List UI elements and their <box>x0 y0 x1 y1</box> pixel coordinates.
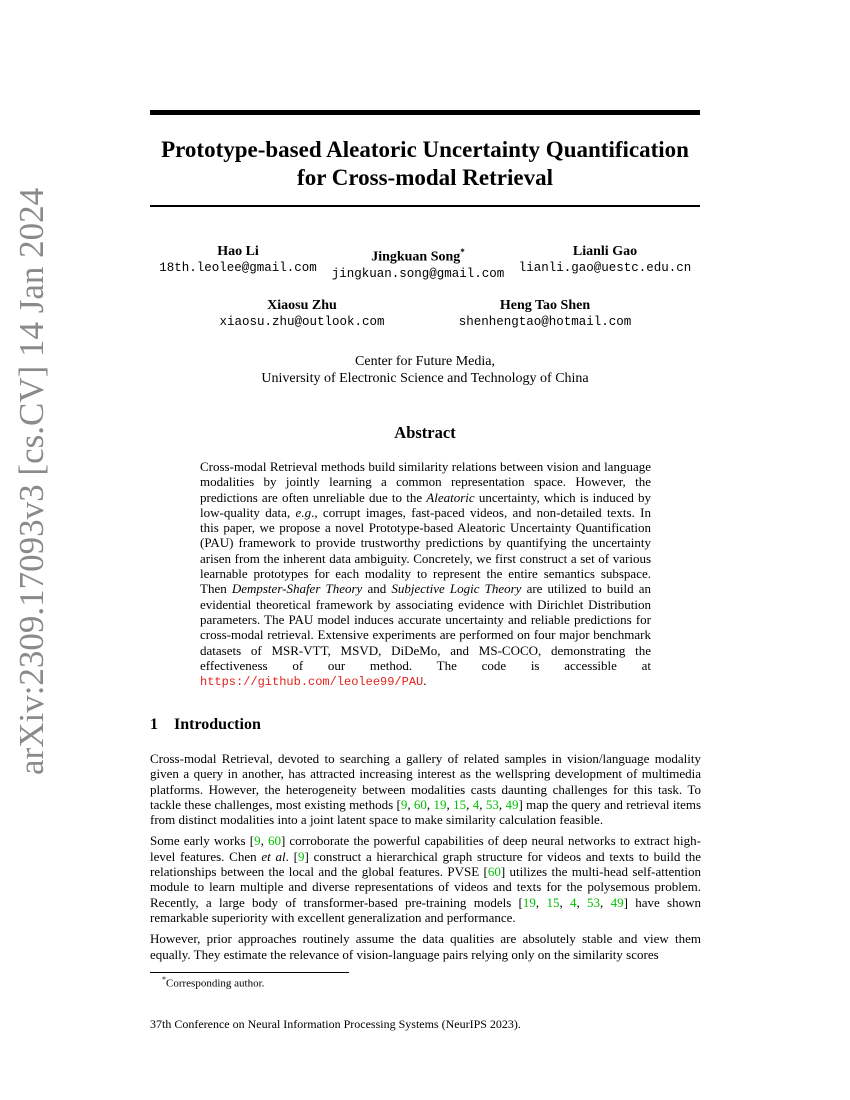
body-text: Some early works [ <box>150 833 255 849</box>
abstract-text: are utilized to build an evidential theoretical framework by associating evidence with Dirichlet Distribution parameters. The PAU model induces accurate uncertainty and reliable predictions for cross-modal retrieval. Extensive experiments are performed on four major benchmark datasets of MSR-VTT, MSVD, DiDeMo, and MS-COCO, demonstrating the effectiveness of our method. The code is accessible at <box>200 581 651 673</box>
affiliation-line-1: Center for Future Media, <box>355 354 495 369</box>
paper-title <box>150 136 700 192</box>
citation-link[interactable]: 19 <box>433 796 447 812</box>
body-text: ] utilizes the multi-head self-attention module to learn multiple and diverse representations of videos and texts for the polysemous problem. Recently, a large body of transformer-based pre-training models [ <box>150 864 701 910</box>
author-block <box>212 298 392 330</box>
affiliation <box>150 353 700 387</box>
author-name: Heng Tao Shen <box>499 298 591 313</box>
citation-link[interactable]: 4 <box>569 894 577 910</box>
abstract-text: ., corrupt images, fast-paced videos, and non-detailed texts. In this paper, we propose a novel Prototype-based Aleatoric Uncertainty Quantification (PAU) framework to provide trustworthy predictions by quantifying the uncertainty arisen from the inherent data ambiguity. Concretely, we first construct a set of various learnable prototypes for each modality to represent the entire semantics subspace. Then <box>200 504 651 597</box>
abstract-emphasis: Subjective Logic Theory <box>391 581 522 597</box>
code-link[interactable]: https://github.com/leolee99/PAU <box>200 675 424 690</box>
author-email: 18th.leolee@gmail.com <box>159 261 317 275</box>
citation-link[interactable]: 49 <box>505 796 519 812</box>
author-name: Xiaosu Zhu <box>267 298 337 313</box>
section-number: 1 <box>150 716 158 733</box>
author-email: jingkuan.song@gmail.com <box>331 266 505 281</box>
abstract-text: uncertainty, which is induced by low-quality data, <box>200 489 651 520</box>
author-name: Hao Li <box>217 244 259 259</box>
abstract-heading: Abstract <box>394 423 456 442</box>
author-email: xiaosu.zhu@outlook.com <box>219 315 385 329</box>
footnote-rule <box>150 972 349 973</box>
body-text: . [ <box>285 848 298 864</box>
body-emphasis: et al <box>261 848 286 864</box>
introduction-body <box>150 751 701 968</box>
paragraph: Some early works [9, 60] corroborate the powerful capabilities of deep neural networks to extract high-level features. Chen et al. [9] construct a hierarchical graph structure for videos and texts to build the relationships between the local and the global features. PVSE [60] utilizes the multi-head self-attention module to learn multiple and diverse representations of videos and texts for the polysemous problem. Recently, a large body of transformer-based pre-training models [19, 15, 4, 53, 49] have shown remarkable superiority with excellent generalization and performance. <box>150 833 701 925</box>
citation-link[interactable]: 53 <box>587 894 601 910</box>
abstract-body <box>200 459 651 690</box>
author-email: shenhengtao@hotmail.com <box>458 315 632 329</box>
body-text: Cross-modal Retrieval, devoted to searching a gallery of related samples in vision/language modality given a query in another, has attracted increasing interest as the wellspring development of multimedia platforms. However, the heterogeneity between modalities casts daunting challenges for this task. To tackle these challenges, most existing methods [ <box>150 751 701 812</box>
body-text: ] corroborate the powerful capabilities of deep neural networks to extract high-level features. Chen <box>150 833 701 864</box>
citation-link[interactable]: 60 <box>267 833 281 849</box>
body-text: ] map the query and retrieval items from distinct modalities into a joint latent space to make similarity calculation feasible. <box>150 796 702 828</box>
title-rule-top <box>150 110 700 115</box>
citation-link[interactable]: 9 <box>254 833 261 849</box>
body-text: ] have shown remarkable superiority with excellent generalization and performance. <box>150 894 701 925</box>
author-name: Lianli Gao <box>572 244 638 259</box>
abstract-emphasis: Aleatoric <box>426 489 475 505</box>
footnote-mark: * <box>162 975 166 984</box>
citation-link[interactable]: 19 <box>522 894 536 910</box>
citation-link[interactable]: 15 <box>453 796 467 812</box>
abstract-emphasis: Dempster-Shafer Theory <box>231 581 363 597</box>
section-title: Introduction <box>174 716 261 733</box>
author-block <box>158 244 318 276</box>
author-name-text: Jingkuan Song <box>371 249 461 265</box>
paragraph: Cross-modal Retrieval, devoted to searching a gallery of related samples in vision/language modality given a query in another, has attracted increasing interest as the wellspring development of multimedia platforms. However, the heterogeneity between modalities casts daunting challenges for this task. To tackle these challenges, most existing methods [9, 60, 19, 15, 4, 53, 49] map the query and retrieval items from distinct modalities into a joint latent space to make similarity calculation feasible. <box>150 751 702 828</box>
body-text: ] construct a hierarchical graph structure for videos and texts to build the relationships between the local and the global features. PVSE [ <box>150 848 701 880</box>
title-line-2: for Cross-modal Retrieval <box>297 165 553 190</box>
citation-link[interactable]: 9 <box>298 848 305 864</box>
author-block <box>450 298 640 330</box>
author-block <box>515 244 695 276</box>
abstract-text: Cross-modal Retrieval methods build similarity relations between vision and language modalities by jointly learning a common representation space. However, the predictions are often unreliable due to the <box>200 459 651 505</box>
citation-link[interactable]: 4 <box>472 796 480 812</box>
citation-link[interactable]: 60 <box>413 796 427 812</box>
title-rule-bottom <box>150 205 700 207</box>
citation-link[interactable]: 49 <box>610 894 624 910</box>
corresponding-mark: * <box>460 247 465 257</box>
citation-link[interactable]: 9 <box>400 796 408 812</box>
abstract-text: . <box>423 673 427 689</box>
footnote-text: Corresponding author. <box>166 977 265 990</box>
abstract-text: and <box>362 581 392 597</box>
paragraph: However, prior approaches routinely assume the data qualities are absolutely stable and view them equally. They estimate the relevance of vision-language pairs relying only on the similarity scores <box>150 931 701 962</box>
author-block <box>328 244 508 282</box>
section-heading <box>150 716 261 734</box>
author-email: lianli.gao@uestc.edu.cn <box>518 261 692 275</box>
citation-link[interactable]: 60 <box>487 864 501 880</box>
title-line-1: Prototype-based Aleatoric Uncertainty Quantification <box>161 137 689 162</box>
conference-note: 37th Conference on Neural Information Processing Systems (NeurIPS 2023). <box>150 1017 521 1031</box>
citation-link[interactable]: 15 <box>546 894 560 910</box>
abstract-emphasis: e.g <box>295 504 312 520</box>
affiliation-line-2: University of Electronic Science and Technology of China <box>261 371 589 386</box>
arxiv-identifier: arXiv:2309.17093v3 [cs.CV] 14 Jan 2024 <box>12 187 51 775</box>
citation-link[interactable]: 53 <box>485 796 499 812</box>
author-name <box>328 244 508 266</box>
footnote <box>162 975 264 990</box>
abstract-paragraph <box>200 459 651 690</box>
